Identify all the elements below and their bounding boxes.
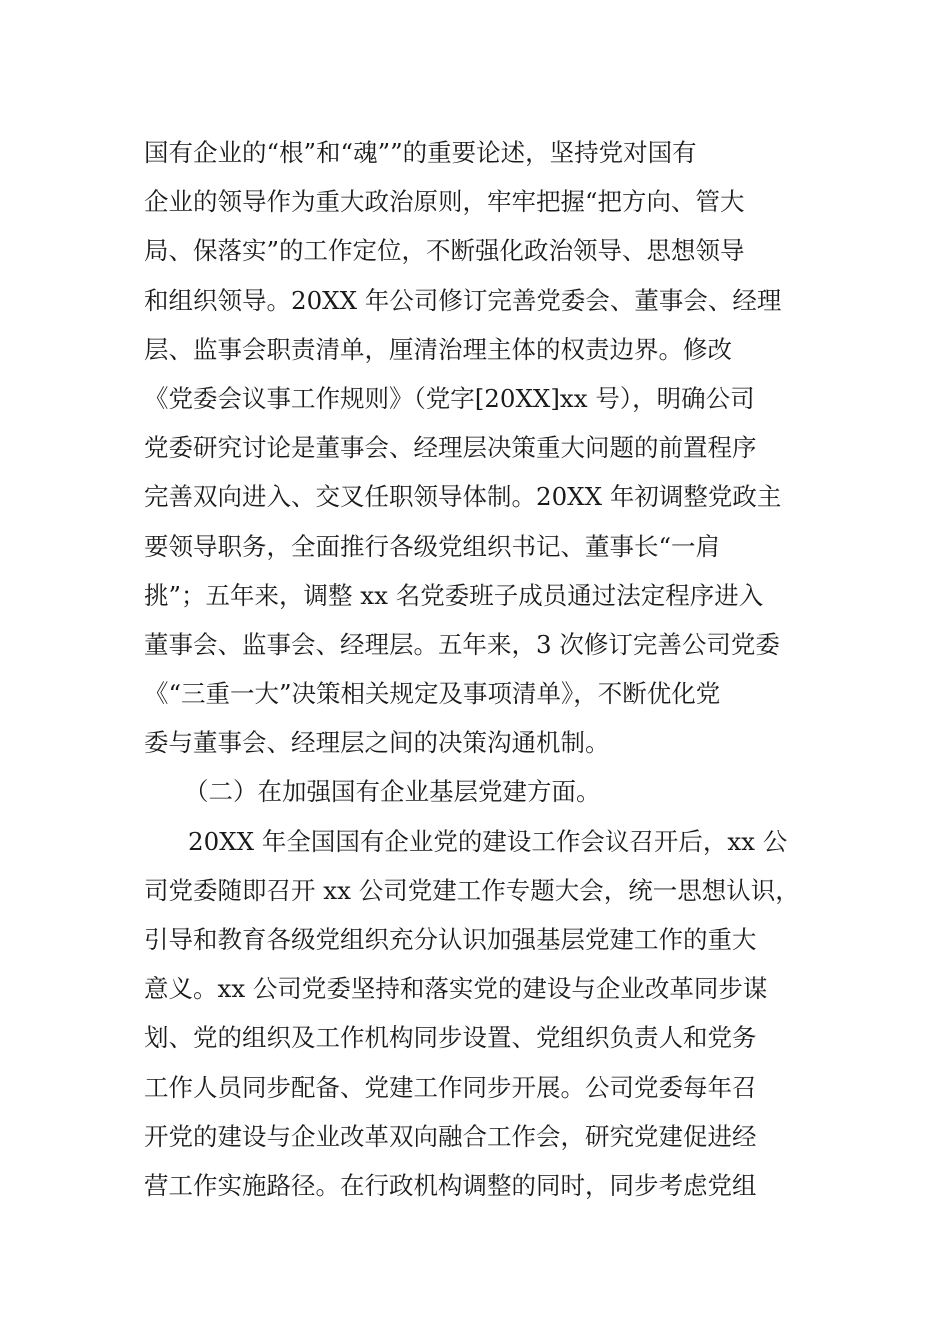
body-line: 《党委会议事工作规则》（党字[20XX]xx 号），明确公司 — [144, 383, 755, 413]
body-line: 层、监事会职责清单，厘清治理主体的权责边界。修改 — [144, 334, 732, 364]
body-line: 营工作实施路径。在行政机构调整的同时，同步考虑党组 — [144, 1170, 757, 1200]
body-line: 企业的领导作为重大政治原则，牢牢把握“把方向、管大 — [144, 187, 745, 217]
body-line: 引导和教育各级党组织充分认识加强基层党建工作的重大 — [144, 925, 757, 954]
body-line: 董事会、监事会、经理层。五年来，3 次修订完善公司党委 — [144, 629, 780, 659]
section-heading: （二）在加强国有企业基层党建方面。 — [184, 777, 601, 807]
body-line: 国有企业的“根”和“魂””的重要论述，坚持党对国有 — [144, 138, 697, 167]
body-line: 委与董事会、经理层之间的决策沟通机制。 — [144, 728, 610, 758]
body-line: 意义。xx 公司党委坚持和落实党的建设与企业改革同步谋 — [144, 974, 768, 1004]
body-line: 《“三重一大”决策相关规定及事项清单》，不断优化党 — [144, 679, 721, 709]
paragraph-first-line: 20XX 年全国国有企业党的建设工作会议召开后，xx 公 — [188, 826, 788, 856]
body-line: 划、党的组织及工作机构同步设置、党组织负责人和党务 — [144, 1023, 757, 1053]
body-line: 局、保落实”的工作定位，不断强化政治领导、思想领导 — [144, 236, 745, 266]
body-line: 司党委随即召开 xx 公司党建工作专题大会，统一思想认识， — [144, 875, 800, 905]
body-line: 完善双向进入、交叉任职领导体制。20XX 年初调整党政主 — [144, 482, 782, 512]
body-line: 和组织领导。20XX 年公司修订完善党委会、董事会、经理 — [144, 285, 782, 315]
body-line: 工作人员同步配备、党建工作同步开展。公司党委每年召 — [144, 1072, 757, 1102]
document-body — [144, 128, 824, 1210]
body-line: 挑”；五年来，调整 xx 名党委班子成员通过法定程序进入 — [144, 580, 764, 610]
body-line: 党委研究讨论是董事会、经理层决策重大问题的前置程序 — [144, 433, 757, 463]
body-line: 开党的建设与企业改革双向融合工作会，研究党建促进经 — [144, 1121, 757, 1151]
body-line: 要领导职务，全面推行各级党组织书记、董事长“一肩 — [144, 531, 721, 561]
